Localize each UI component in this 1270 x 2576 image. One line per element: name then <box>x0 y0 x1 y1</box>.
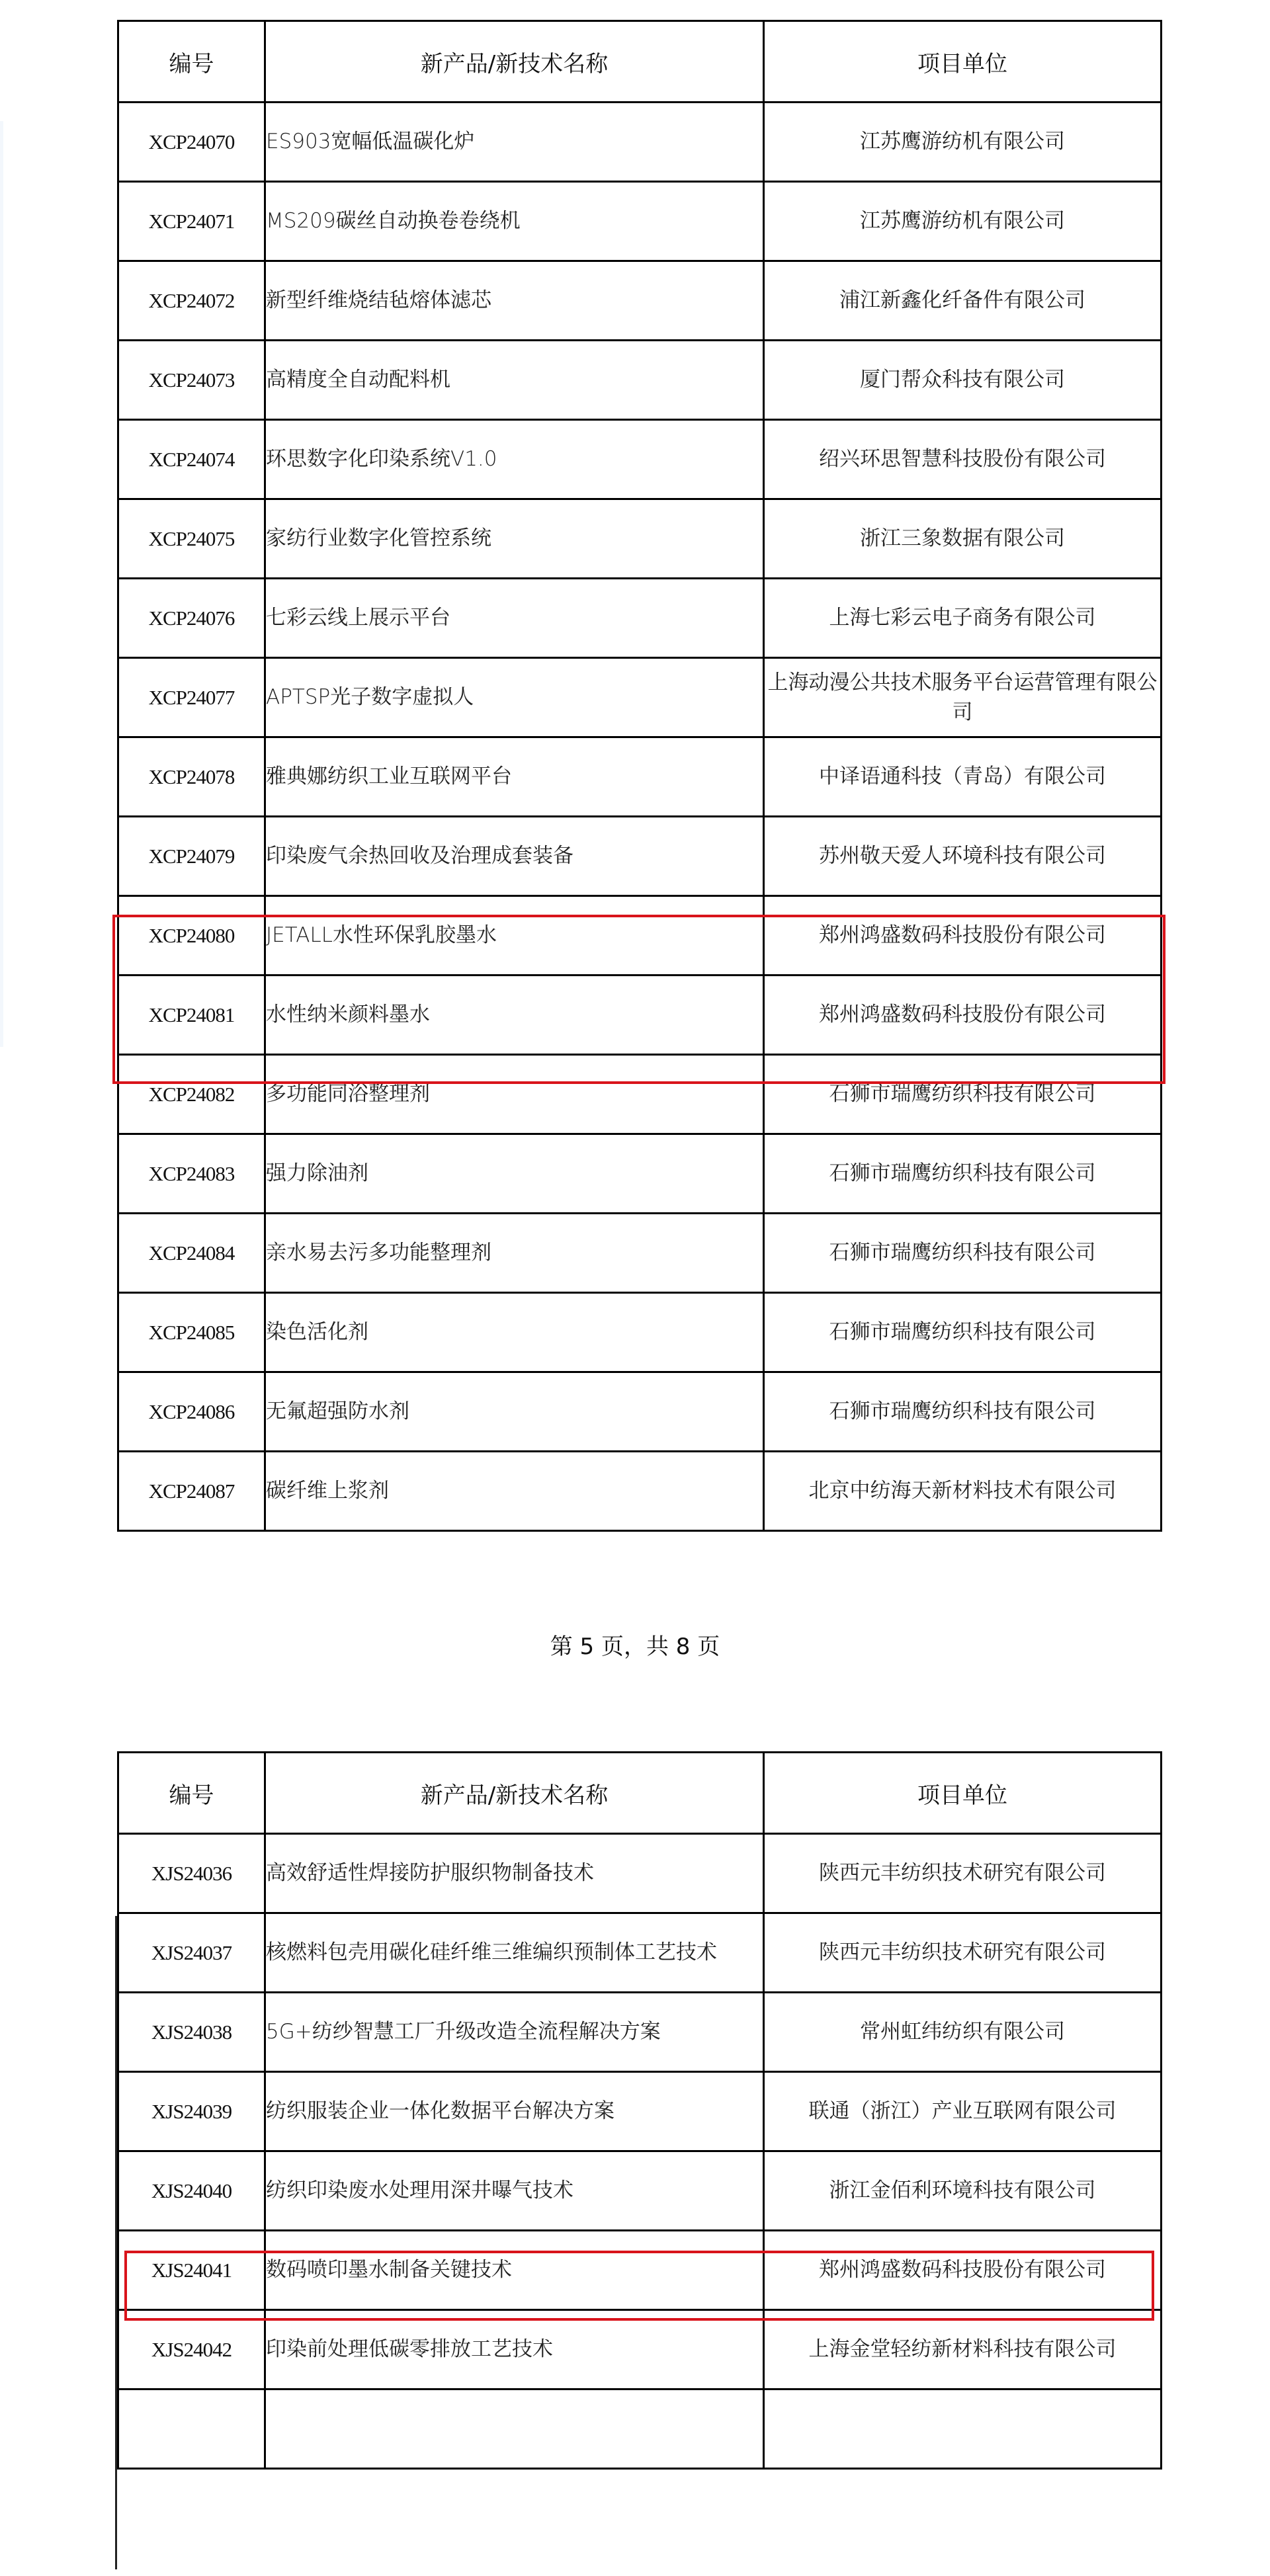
cell-project-unit: 绍兴环思智慧科技股份有限公司 <box>764 420 1162 499</box>
cell-project-unit: 上海金堂轻纺新材料科技有限公司 <box>764 2310 1162 2389</box>
table-body <box>118 103 1162 1531</box>
cell-project-unit: 中译语通科技（青岛）有限公司 <box>764 737 1162 817</box>
technology-table-page6 <box>117 1751 1162 2470</box>
cell-product-name: 印染废气余热回收及治理成套装备 <box>265 817 764 896</box>
cell-code: XJS24041 <box>118 2231 265 2310</box>
cell-code: XCP24077 <box>118 658 265 737</box>
table-header-row <box>118 21 1162 103</box>
cell-product-name: 高效舒适性焊接防护服织物制备技术 <box>265 1834 764 1913</box>
cell-project-unit <box>764 2389 1162 2469</box>
table-row <box>118 1372 1162 1452</box>
cell-product-name: 强力除油剂 <box>265 1134 764 1214</box>
table-row-highlighted <box>118 2231 1162 2310</box>
table-row <box>118 103 1162 182</box>
cell-project-unit: 江苏鹰游纺机有限公司 <box>764 103 1162 182</box>
cell-project-unit: 厦门帮众科技有限公司 <box>764 341 1162 420</box>
table-row <box>118 1055 1162 1134</box>
cell-code: XJS24037 <box>118 1913 265 1993</box>
table-row-highlighted <box>118 896 1162 976</box>
cell-code: XCP24070 <box>118 103 265 182</box>
cell-project-unit: 石狮市瑞鹰纺织科技有限公司 <box>764 1214 1162 1293</box>
cell-project-unit: 浙江三象数据有限公司 <box>764 499 1162 579</box>
cell-code: XJS24038 <box>118 1993 265 2072</box>
cell-code: XCP24071 <box>118 182 265 261</box>
cell-product-name: MS209碳丝自动换卷卷绕机 <box>265 182 764 261</box>
table-row <box>118 182 1162 261</box>
cell-product-name: 无氟超强防水剂 <box>265 1372 764 1452</box>
cell-project-unit: 浙江金佰利环境科技有限公司 <box>764 2151 1162 2231</box>
cell-project-unit: 苏州敬天爱人环境科技有限公司 <box>764 817 1162 896</box>
cell-project-unit: 常州虹纬纺织有限公司 <box>764 1993 1162 2072</box>
cell-code: XJS24036 <box>118 1834 265 1913</box>
cell-product-name: 新型纤维烧结毡熔体滤芯 <box>265 261 764 341</box>
cell-code: XJS24039 <box>118 2072 265 2151</box>
cell-project-unit: 石狮市瑞鹰纺织科技有限公司 <box>764 1293 1162 1372</box>
cell-code: XCP24075 <box>118 499 265 579</box>
cell-product-name: 印染前处理低碳零排放工艺技术 <box>265 2310 764 2389</box>
column-header-name: 新产品/新技术名称 <box>265 1753 764 1834</box>
column-header-code: 编号 <box>118 21 265 103</box>
table-body <box>118 1834 1162 2469</box>
page-footer: 第 5 页，共 8 页 <box>550 1634 720 1660</box>
cell-code: XJS24042 <box>118 2310 265 2389</box>
column-header-unit: 项目单位 <box>764 1753 1162 1834</box>
cell-product-name: 数码喷印墨水制备关键技术 <box>265 2231 764 2310</box>
table-header-row <box>118 1753 1162 1834</box>
table-row <box>118 1834 1162 1913</box>
cell-project-unit: 郑州鸿盛数码科技股份有限公司 <box>764 976 1162 1055</box>
cell-code: XCP24074 <box>118 420 265 499</box>
table-row <box>118 1913 1162 1993</box>
cell-code: XCP24072 <box>118 261 265 341</box>
cell-product-name: 高精度全自动配料机 <box>265 341 764 420</box>
table-row <box>118 1993 1162 2072</box>
table-row <box>118 1214 1162 1293</box>
table-row <box>118 341 1162 420</box>
cell-project-unit: 北京中纺海天新材料技术有限公司 <box>764 1452 1162 1531</box>
cell-product-name: ES903宽幅低温碳化炉 <box>265 103 764 182</box>
table-row <box>118 1293 1162 1372</box>
product-table-page5 <box>117 20 1162 1532</box>
cell-product-name: 环思数字化印染系统V1.0 <box>265 420 764 499</box>
cell-code <box>118 2389 265 2469</box>
cell-code: XCP24078 <box>118 737 265 817</box>
cell-product-name: 家纺行业数字化管控系统 <box>265 499 764 579</box>
cell-product-name <box>265 2389 764 2469</box>
cell-project-unit: 江苏鹰游纺机有限公司 <box>764 182 1162 261</box>
cell-project-unit: 郑州鸿盛数码科技股份有限公司 <box>764 2231 1162 2310</box>
table-row <box>118 2310 1162 2389</box>
cell-code: XCP24082 <box>118 1055 265 1134</box>
cell-code: XCP24080 <box>118 896 265 976</box>
cell-code: XJS24040 <box>118 2151 265 2231</box>
cell-code: XCP24076 <box>118 579 265 658</box>
cell-code: XCP24079 <box>118 817 265 896</box>
cell-code: XCP24081 <box>118 976 265 1055</box>
cell-product-name: JETALL水性环保乳胶墨水 <box>265 896 764 976</box>
cell-project-unit: 陕西元丰纺织技术研究有限公司 <box>764 1913 1162 1993</box>
cell-code: XCP24087 <box>118 1452 265 1531</box>
cell-project-unit: 石狮市瑞鹰纺织科技有限公司 <box>764 1055 1162 1134</box>
page-edge-tint <box>0 121 3 1047</box>
cell-project-unit: 陕西元丰纺织技术研究有限公司 <box>764 1834 1162 1913</box>
table-row <box>118 2072 1162 2151</box>
cell-product-name: 雅典娜纺织工业互联网平台 <box>265 737 764 817</box>
table-row <box>118 420 1162 499</box>
cell-product-name: 七彩云线上展示平台 <box>265 579 764 658</box>
table-row <box>118 658 1162 737</box>
cell-code: XCP24083 <box>118 1134 265 1214</box>
cell-product-name: 纺织服装企业一体化数据平台解决方案 <box>265 2072 764 2151</box>
cell-project-unit: 石狮市瑞鹰纺织科技有限公司 <box>764 1134 1162 1214</box>
cell-project-unit: 石狮市瑞鹰纺织科技有限公司 <box>764 1372 1162 1452</box>
table-row <box>118 261 1162 341</box>
column-header-name: 新产品/新技术名称 <box>265 21 764 103</box>
column-header-unit: 项目单位 <box>764 21 1162 103</box>
table-row <box>118 499 1162 579</box>
cell-code: XCP24086 <box>118 1372 265 1452</box>
cell-product-name: 水性纳米颜料墨水 <box>265 976 764 1055</box>
table-row <box>118 817 1162 896</box>
table-row-highlighted <box>118 976 1162 1055</box>
cell-product-name: 核燃料包壳用碳化硅纤维三维编织预制体工艺技术 <box>265 1913 764 1993</box>
cell-project-unit: 上海七彩云电子商务有限公司 <box>764 579 1162 658</box>
column-header-code: 编号 <box>118 1753 265 1834</box>
cell-product-name: 5G+纺纱智慧工厂升级改造全流程解决方案 <box>265 1993 764 2072</box>
cell-product-name: APTSP光子数字虚拟人 <box>265 658 764 737</box>
cell-product-name: 亲水易去污多功能整理剂 <box>265 1214 764 1293</box>
cell-project-unit: 联通（浙江）产业互联网有限公司 <box>764 2072 1162 2151</box>
cell-product-name: 纺织印染废水处理用深井曝气技术 <box>265 2151 764 2231</box>
table-row <box>118 737 1162 817</box>
cell-code: XCP24084 <box>118 1214 265 1293</box>
cell-project-unit: 浦江新鑫化纤备件有限公司 <box>764 261 1162 341</box>
table-row <box>118 579 1162 658</box>
cell-product-name: 染色活化剂 <box>265 1293 764 1372</box>
cell-project-unit: 上海动漫公共技术服务平台运营管理有限公司 <box>764 658 1162 737</box>
cell-code: XCP24073 <box>118 341 265 420</box>
cell-product-name: 多功能同浴整理剂 <box>265 1055 764 1134</box>
table-row <box>118 2151 1162 2231</box>
cell-project-unit: 郑州鸿盛数码科技股份有限公司 <box>764 896 1162 976</box>
cell-code: XCP24085 <box>118 1293 265 1372</box>
table-row <box>118 2389 1162 2469</box>
cell-product-name: 碳纤维上浆剂 <box>265 1452 764 1531</box>
table-row <box>118 1134 1162 1214</box>
table-row <box>118 1452 1162 1531</box>
